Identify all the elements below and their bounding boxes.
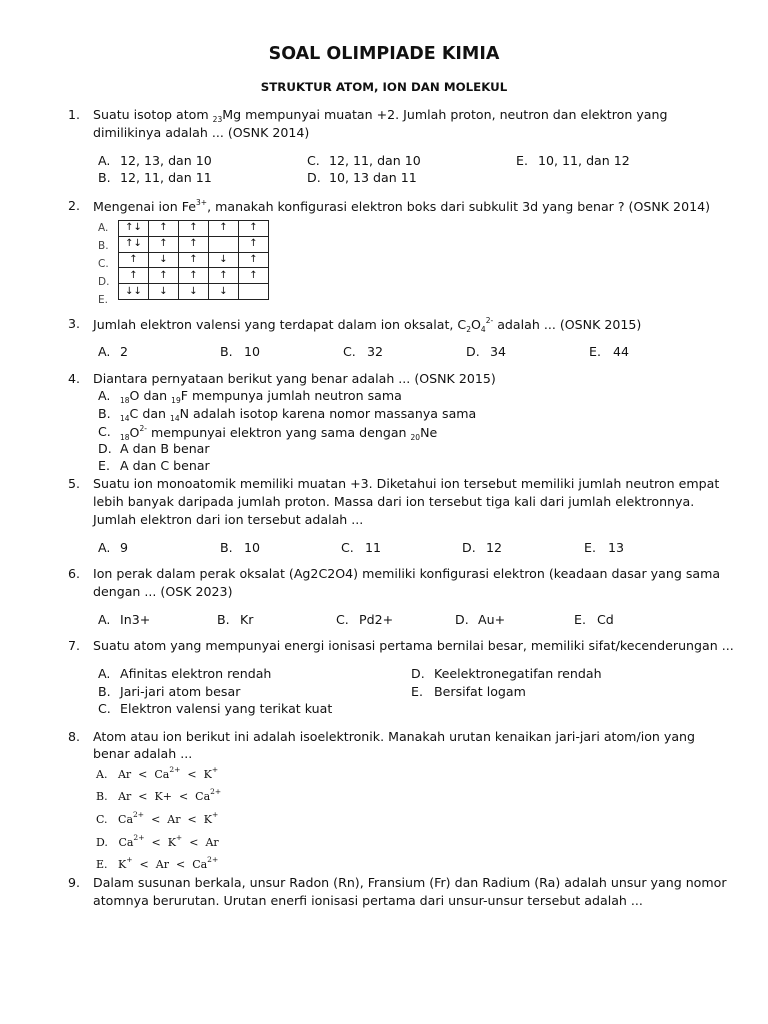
question-number: 3. <box>67 316 80 331</box>
option-letter: A. <box>98 344 111 359</box>
ion-charge: 3+ <box>196 198 208 207</box>
orbital-box: ↑ <box>149 221 179 237</box>
box-row-label: C. <box>98 258 109 270</box>
option-a: 9 <box>120 540 129 555</box>
option-letter: E. <box>584 540 596 555</box>
box-row-a <box>119 221 269 237</box>
orbital-box: ↑ <box>179 236 209 252</box>
option-e: Bersifat logam <box>434 684 526 699</box>
box-row-d <box>119 268 269 284</box>
option-a: 12, 13, dan 10 <box>120 153 212 168</box>
option-b: 12, 11, dan 11 <box>120 170 212 185</box>
option-letter: D. <box>98 441 112 456</box>
option-e: A dan C benar <box>120 458 210 473</box>
option-c: Elektron valensi yang terikat kuat <box>120 701 333 716</box>
option-d: 10, 13 dan 11 <box>329 170 417 185</box>
option-b: $_{14}$C dan $_{14}$N adalah isotop karena nomor massanya sama <box>120 406 477 423</box>
option-letter: D. <box>462 540 476 555</box>
orbital-box: ↓ <box>209 284 239 300</box>
option-a: In3+ <box>120 612 151 627</box>
option-letter: C. <box>98 424 111 439</box>
box-row-b <box>119 236 269 252</box>
option-letter: A. <box>98 612 111 627</box>
orbital-box: ↑↓ <box>119 221 149 237</box>
option-e: Cd <box>597 612 614 627</box>
orbital-box: ↓↓ <box>119 284 149 300</box>
box-row-label: A. <box>98 222 109 234</box>
orbital-box: ↓ <box>209 252 239 268</box>
question-number: 6. <box>67 566 80 581</box>
option-e: E. $K^+ < Ar < Ca^{2+}$ <box>96 855 219 871</box>
option-b: Kr <box>240 612 254 627</box>
box-row-e <box>119 284 269 300</box>
option-letter: B. <box>98 684 111 699</box>
ion-charge: 2- <box>485 316 494 325</box>
question-text: Ion perak dalam perak oksalat (Ag2C2O4) memiliki konfigurasi elektron (keadaan dasar yang sama <box>93 566 721 581</box>
option-letter: A. <box>98 666 111 681</box>
question-text-line2: atomnya berurutan. Urutan enerfi ionisasi pertama dari unsur-unsur tersebut adalah ... <box>93 893 643 908</box>
option-letter: B. <box>98 406 111 421</box>
orbital-box: ↑ <box>209 221 239 237</box>
orbital-box: ↓ <box>149 252 179 268</box>
option-a: 2 <box>120 344 129 359</box>
box-row-c <box>119 252 269 268</box>
option-c: 32 <box>367 344 384 359</box>
question-text: Mengenai ion $Fe^{3+}$, manakah konfigurasi elektron boks dari subkulit 3d yang benar ? (OSNK 2014) <box>93 198 711 214</box>
question-number: 9. <box>67 875 80 890</box>
option-d: D. $Ca^{2+} < K^+ < Ar$ <box>96 833 219 849</box>
page-subtitle: STRUKTUR ATOM, ION DAN MOLEKUL <box>260 80 508 94</box>
option-d: 34 <box>490 344 507 359</box>
orbital-box: ↑ <box>119 252 149 268</box>
orbital-box: ↑ <box>239 221 269 237</box>
question-text-line2: lebih banyak daripada jumlah proton. Massa dari ion tersebut tiga kali dari jumlah elektronnya. <box>93 494 695 509</box>
option-letter: E. <box>516 153 528 168</box>
option-letter: C. <box>307 153 320 168</box>
box-row-label: E. <box>98 294 108 306</box>
option-letter: E. <box>574 612 586 627</box>
orbital-box: ↑ <box>149 268 179 284</box>
question-text-line2: benar adalah ... <box>93 746 193 761</box>
orbital-box-table <box>118 220 269 300</box>
option-a: $_{18}$O dan $_{19}$F mempunya jumlah neutron sama <box>120 388 402 405</box>
option-b: Jari-jari atom besar <box>120 684 241 699</box>
option-d: 12 <box>486 540 503 555</box>
orbital-box: ↑↓ <box>119 236 149 252</box>
orbital-box <box>239 284 269 300</box>
option-e: 10, 11, dan 12 <box>538 153 630 168</box>
option-a: A. $Ar < Ca^{2+} < K^+$ <box>96 765 219 781</box>
option-b: 10 <box>244 344 261 359</box>
option-letter: D. <box>455 612 469 627</box>
option-letter: B. <box>220 540 233 555</box>
question-number: 1. <box>67 107 80 122</box>
option-letter: A. <box>98 540 111 555</box>
box-row-label: B. <box>98 240 109 252</box>
question-text: Dalam susunan berkala, unsur Radon (Rn), Fransium (Fr) dan Radium (Ra) adalah unsur yang nomor <box>93 875 727 890</box>
question-text: Suatu ion monoatomik memiliki muatan +3. Diketahui ion tersebut memiliki jumlah neutron empat <box>93 476 720 491</box>
option-letter: A. <box>98 153 111 168</box>
orbital-box: ↑ <box>179 221 209 237</box>
question-text: Jumlah elektron valensi yang terdapat dalam ion oksalat, $C_2O_4^{2-}$ adalah ... (OSNK 2015) <box>93 316 642 334</box>
orbital-box: ↑ <box>239 268 269 284</box>
question-number: 7. <box>67 638 80 653</box>
orbital-box: ↑ <box>149 236 179 252</box>
option-letter: D. <box>307 170 321 185</box>
orbital-box: ↑ <box>209 268 239 284</box>
question-text: Suatu atom yang mempunyai energi ionisasi pertama bernilai besar, memiliki sifat/kecenderungan ... <box>93 638 734 653</box>
option-letter: B. <box>220 344 233 359</box>
option-letter: C. <box>336 612 349 627</box>
option-letter: B. <box>98 170 111 185</box>
option-c: Pd2+ <box>359 612 394 627</box>
option-letter: E. <box>411 684 423 699</box>
option-c: C. $Ca^{2+} < Ar < K^+$ <box>96 810 219 826</box>
orbital-box: ↑ <box>179 268 209 284</box>
option-letter: E. <box>589 344 601 359</box>
box-row-label: D. <box>98 276 110 288</box>
option-letter: C. <box>98 701 111 716</box>
question-text-line2: dengan ... (OSK 2023) <box>93 584 233 599</box>
orbital-box: ↓ <box>149 284 179 300</box>
question-number: 8. <box>67 729 80 744</box>
question-text: Suatu isotop atom $_{23}$Mg mempunyai muatan +2. Jumlah proton, neutron dan elektron yang <box>93 107 668 124</box>
question-text: Diantara pernyataan berikut yang benar adalah ... (OSNK 2015) <box>93 371 496 386</box>
orbital-box: ↑ <box>119 268 149 284</box>
question-text-line3: Jumlah elektron dari ion tersebut adalah ... <box>93 512 364 527</box>
option-d: Keelektronegatifan rendah <box>434 666 602 681</box>
option-c: 11 <box>365 540 382 555</box>
page-title: SOAL OLIMPIADE KIMIA <box>268 44 500 64</box>
option-letter: A. <box>98 388 111 403</box>
option-b: B. $Ar < K+ < Ca^{2+}$ <box>96 787 222 803</box>
option-letter: B. <box>217 612 230 627</box>
option-c: $_{18}O^{2-}$ mempunyai elektron yang sama dengan $_{20}$Ne <box>120 424 438 442</box>
option-letter: E. <box>98 458 110 473</box>
option-c: 12, 11, dan 10 <box>329 153 421 168</box>
option-letter: D. <box>411 666 425 681</box>
option-b: 10 <box>244 540 261 555</box>
orbital-box: ↑ <box>239 236 269 252</box>
question-text-line2: dimilikinya adalah ... (OSNK 2014) <box>93 125 310 140</box>
orbital-box <box>209 236 239 252</box>
orbital-box: ↓ <box>179 284 209 300</box>
option-letter: C. <box>343 344 356 359</box>
option-a: Afinitas elektron rendah <box>120 666 272 681</box>
question-text: Atom atau ion berikut ini adalah isoelektronik. Manakah urutan kenaikan jari-jari atom/ion yang <box>93 729 696 744</box>
option-d: Au+ <box>478 612 506 627</box>
option-letter: C. <box>341 540 354 555</box>
option-letter: D. <box>466 344 480 359</box>
mass-number: 23 <box>212 115 223 124</box>
option-e: 44 <box>613 344 630 359</box>
question-number: 2. <box>67 198 80 213</box>
orbital-box: ↑ <box>179 252 209 268</box>
question-number: 4. <box>67 371 80 386</box>
option-e: 13 <box>608 540 625 555</box>
orbital-box: ↑ <box>239 252 269 268</box>
question-number: 5. <box>67 476 80 491</box>
option-d: A dan B benar <box>120 441 210 456</box>
